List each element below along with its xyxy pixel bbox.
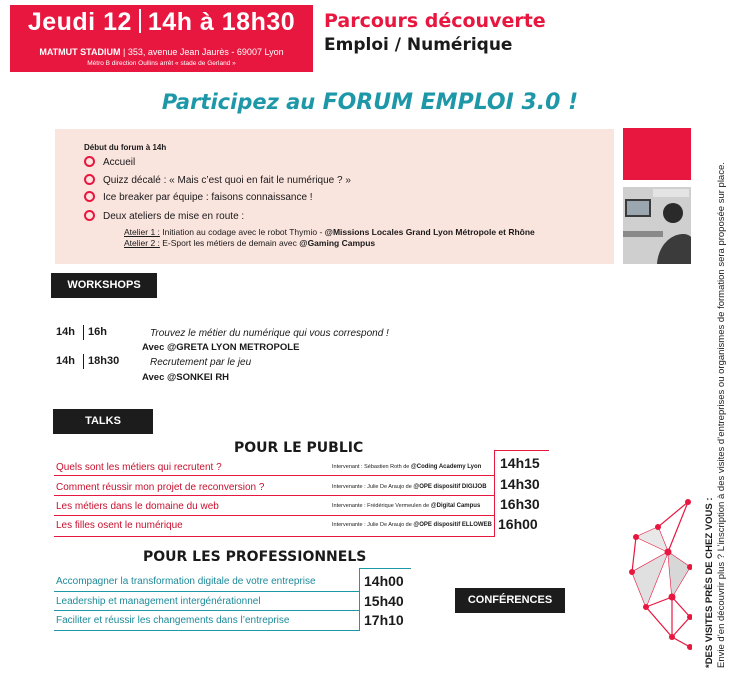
intro-item: Quizz décalé : « Mais c’est quoi en fait le numérique ? » xyxy=(84,174,351,186)
header-date-box xyxy=(10,5,313,72)
event-date: Jeudi 12 14h à 18h30 xyxy=(27,8,296,36)
talk-2-title: Comment réussir mon projet de reconversion ? xyxy=(56,482,265,493)
bullet-icon xyxy=(84,210,95,221)
workshop-1-title: Trouvez le métier du numérique qui vous correspond ! xyxy=(150,328,389,339)
side-note-text: Envie d’en découvrir plus ? L’inscription à des visites d’entreprises ou organismes de formation sera proposée sur place. xyxy=(716,162,727,668)
talk-4-speaker: Intervenante : Julie De Araujo de @OPE dispositif ELLOWEB xyxy=(332,522,492,528)
talk-3-title: Les métiers dans le domaine du web xyxy=(56,501,219,512)
conference-2-title: Leadership et management intergénérationnel xyxy=(56,596,261,607)
talk-2-speaker: Intervenante : Julie De Araujo de @OPE dispositif DIGIJOB xyxy=(332,484,487,490)
intro-item: Ice breaker par équipe : faisons connaissance ! xyxy=(84,191,313,203)
rule xyxy=(54,515,494,516)
bullet-icon xyxy=(84,156,95,167)
rule xyxy=(54,475,494,476)
conference-1-time: 14h00 xyxy=(364,573,404,589)
rule xyxy=(54,591,359,592)
rule xyxy=(494,450,495,537)
talk-3-time: 16h30 xyxy=(500,496,540,512)
rule xyxy=(54,495,494,496)
separator xyxy=(83,325,84,340)
intro-item: Accueil xyxy=(84,156,135,168)
talk-4-title: Les filles osent le numérique xyxy=(56,520,183,531)
network-sphere-icon xyxy=(628,497,692,672)
rule xyxy=(54,536,494,537)
workshop-2-start: 14h xyxy=(56,355,75,367)
decorative-red-square xyxy=(623,128,691,180)
talk-1-speaker: Intervenant : Sébastien Roth de @Coding Academy Lyon xyxy=(332,464,482,470)
workshop-1-end: 16h xyxy=(88,326,107,338)
conference-3-time: 17h10 xyxy=(364,612,404,628)
separator xyxy=(83,354,84,369)
rule xyxy=(54,610,359,611)
intro-heading: Début du forum à 14h xyxy=(84,143,167,152)
forum-title: Participez au FORUM EMPLOI 3.0 ! xyxy=(161,90,579,115)
workshop-1-start: 14h xyxy=(56,326,75,338)
page-subtitle: Emploi / Numérique xyxy=(324,35,513,55)
bullet-icon xyxy=(84,174,95,185)
side-note xyxy=(704,162,728,668)
metro-info: Métro B direction Oullins arrêt « stade de Gerland » xyxy=(87,60,236,67)
atelier-1: Atelier 1 : Initiation au codage avec le robot Thymio - @Missions Locales Grand Lyon Métropole et Rhône xyxy=(124,227,535,237)
talk-1-time: 14h15 xyxy=(500,455,540,471)
talk-2-time: 14h30 xyxy=(500,476,540,492)
photo-woman-at-computer xyxy=(623,187,691,264)
professionals-heading: POUR LES PROFESSIONNELS xyxy=(143,549,367,565)
rule xyxy=(359,568,360,631)
workshops-label: WORKSHOPS xyxy=(51,273,157,298)
atelier-2: Atelier 2 : E-Sport les métiers de demain avec @Gaming Campus xyxy=(124,238,376,248)
workshop-2-title: Recrutement par le jeu xyxy=(150,357,252,368)
page-title: Parcours découverte xyxy=(324,10,546,32)
talks-label: TALKS xyxy=(53,409,153,434)
workshop-2-host: Avec @SONKEI RH xyxy=(142,372,230,383)
talk-3-speaker: Intervenante : Frédérique Vermeulen de @Digital Campus xyxy=(332,503,481,509)
venue: MATMUT STADIUM | 353, avenue Jean Jaurès - 69007 Lyon xyxy=(39,47,284,57)
rule xyxy=(54,630,359,631)
workshop-1-host: Avec @GRETA LYON METROPOLE xyxy=(142,342,300,353)
bullet-icon xyxy=(84,191,95,202)
public-heading: POUR LE PUBLIC xyxy=(234,440,364,456)
talk-1-title: Quels sont les métiers qui recrutent ? xyxy=(56,462,222,473)
conference-3-title: Faciliter et réussir les changements dans l’entreprise xyxy=(56,615,290,626)
conference-1-title: Accompagner la transformation digitale de votre entreprise xyxy=(56,576,316,587)
side-note-title: *DES VISITES PRÈS DE CHEZ VOUS : xyxy=(704,497,715,668)
conferences-label: CONFÉRENCES xyxy=(455,588,565,613)
conference-2-time: 15h40 xyxy=(364,593,404,609)
rule xyxy=(359,568,411,569)
intro-item: Deux ateliers de mise en route : xyxy=(84,210,244,222)
workshop-2-end: 18h30 xyxy=(88,355,120,367)
rule xyxy=(494,450,549,451)
talk-4-time: 16h00 xyxy=(498,516,538,532)
